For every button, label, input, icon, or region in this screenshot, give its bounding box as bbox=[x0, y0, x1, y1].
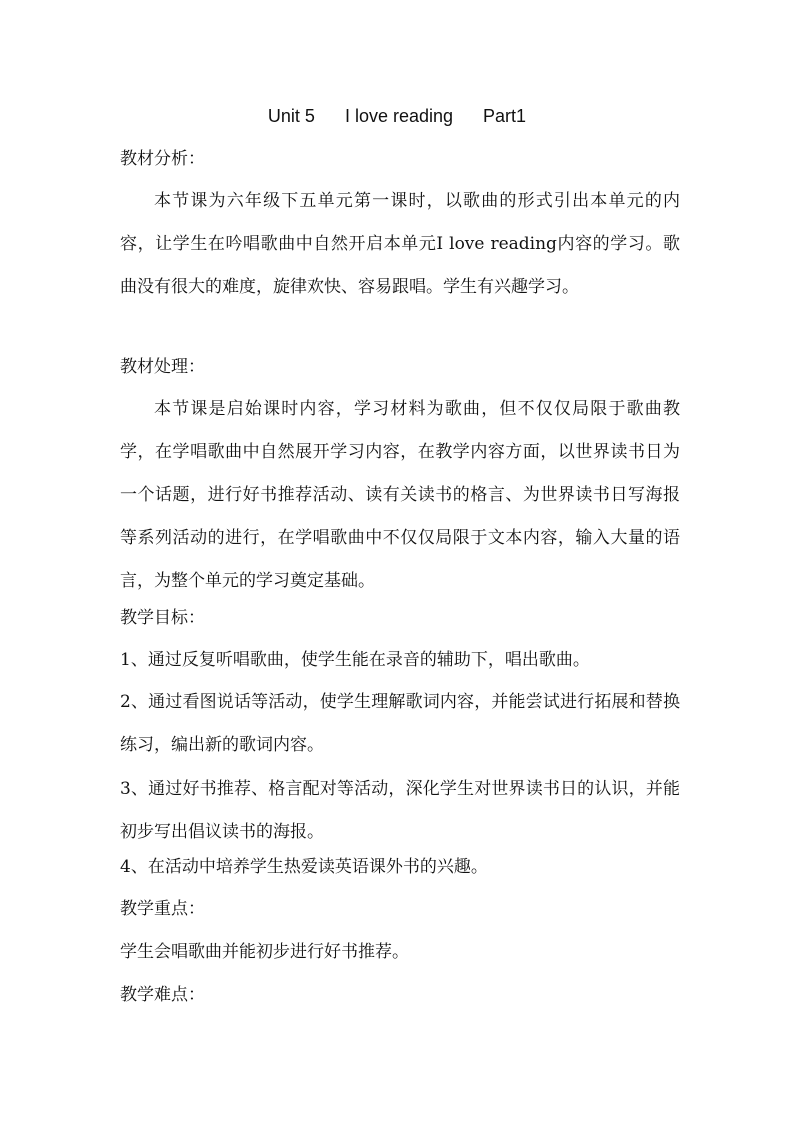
analysis-heading: 教材分析： bbox=[120, 149, 205, 169]
title-unit: Unit 5 bbox=[267, 106, 315, 126]
title-name: I love reading bbox=[344, 106, 454, 126]
key-heading: 教学重点： bbox=[120, 899, 205, 919]
goal-item-2: 2、通过看图说话等活动，使学生理解歌词内容，并能尝试进行拓展和替换练习，编出新的歌词内容。 bbox=[120, 692, 680, 755]
title-part: Part1 bbox=[483, 106, 527, 126]
goal-item-1: 1、通过反复听唱歌曲，使学生能在录音的辅助下，唱出歌曲。 bbox=[120, 650, 590, 670]
analysis-paragraph: 本节课为六年级下五单元第一课时，以歌曲的形式引出本单元的内容，让学生在吟唱歌曲中自然开启本单元I love reading内容的学习。歌曲没有很大的难度，旋律欢快、容易跟唱。学生有兴趣学习。 bbox=[120, 191, 680, 297]
processing-paragraph: 本节课是启始课时内容，学习材料为歌曲，但不仅仅局限于歌曲教学，在学唱歌曲中自然展开学习内容，在教学内容方面，以世界读书日为一个话题，进行好书推荐活动、读有关读书的格言、为世界读书日写海报等系列活动的进行，在学唱歌曲中不仅仅局限于文本内容，输入大量的语言，为整个单元的学习奠定基础。 bbox=[120, 399, 680, 591]
goal-item-3: 3、通过好书推荐、格言配对等活动，深化学生对世界读书日的认识，并能初步写出倡议读书的海报。 bbox=[120, 779, 680, 842]
key-text: 学生会唱歌曲并能初步进行好书推荐。 bbox=[120, 942, 409, 962]
goals-heading: 教学目标： bbox=[120, 608, 205, 628]
goal-item-4: 4、在活动中培养学生热爱读英语课外书的兴趣。 bbox=[120, 857, 488, 877]
document-title bbox=[0, 106, 794, 127]
processing-heading: 教材处理： bbox=[120, 357, 205, 377]
difficult-heading: 教学难点： bbox=[120, 985, 205, 1005]
